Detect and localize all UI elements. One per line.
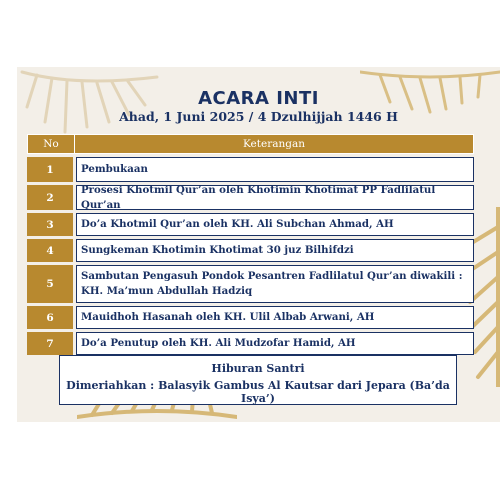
row-description: Prosesi Khotmil Qur’an oleh Khotimin Khotimat PP Fadlilatul Qur’an bbox=[76, 185, 474, 210]
page-title: ACARA INTI bbox=[198, 88, 319, 109]
table-row bbox=[27, 265, 474, 303]
entertainment-box bbox=[59, 355, 457, 405]
table-row bbox=[27, 239, 474, 262]
row-number: 4 bbox=[27, 239, 73, 262]
entertainment-detail: Dimeriahkan : Balasyik Gambus Al Kautsar dari Jepara (Ba’da Isya’) bbox=[66, 379, 450, 405]
row-number: 6 bbox=[27, 306, 73, 329]
row-number: 2 bbox=[27, 185, 73, 210]
header-keterangan: Keterangan bbox=[243, 138, 305, 150]
row-description: Do’a Penutup oleh KH. Ali Mudzofar Hamid, AH bbox=[76, 332, 474, 355]
event-date: Ahad, 1 Juni 2025 / 4 Dzulhijjah 1446 H bbox=[119, 109, 398, 124]
table-row bbox=[27, 185, 474, 210]
table-row bbox=[27, 306, 474, 329]
row-description: Sambutan Pengasuh Pondok Pesantren Fadlilatul Qur’an diwakili : KH. Ma’mun Abdullah Hadziq bbox=[76, 265, 474, 303]
row-description: Mauidhoh Hasanah oleh KH. Ulil Albab Arwani, AH bbox=[76, 306, 474, 329]
table-header bbox=[27, 134, 474, 154]
table-row bbox=[27, 332, 474, 355]
row-number: 5 bbox=[27, 265, 73, 303]
row-number: 3 bbox=[27, 213, 73, 236]
header-no: No bbox=[28, 135, 75, 153]
agenda-table bbox=[27, 134, 474, 355]
row-number: 1 bbox=[27, 157, 73, 182]
table-row bbox=[27, 157, 474, 182]
entertainment-title: Hiburan Santri bbox=[211, 362, 305, 375]
row-number: 7 bbox=[27, 332, 73, 355]
event-card bbox=[17, 67, 500, 422]
row-description: Pembukaan bbox=[76, 157, 474, 182]
row-description: Do’a Khotmil Qur’an oleh KH. Ali Subchan Ahmad, AH bbox=[76, 213, 474, 236]
table-row bbox=[27, 213, 474, 236]
row-description: Sungkeman Khotimin Khotimat 30 juz Bilhifdzi bbox=[76, 239, 474, 262]
